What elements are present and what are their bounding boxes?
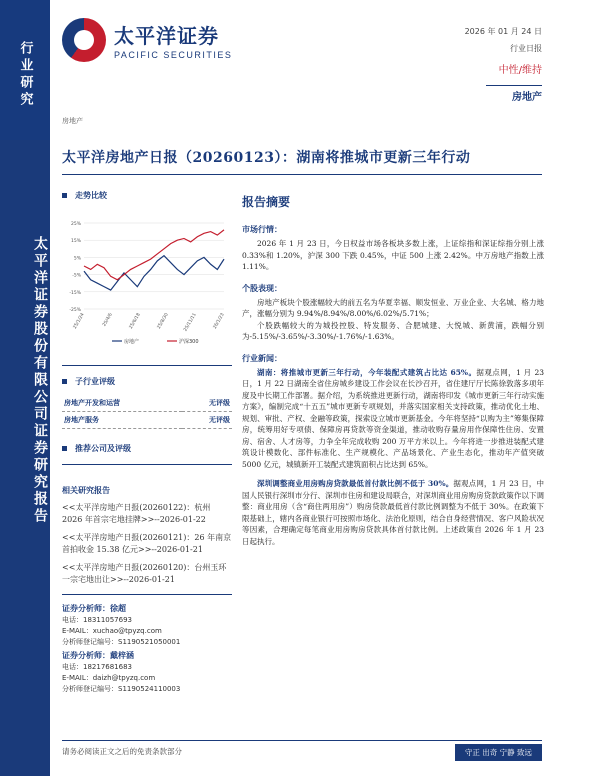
news-para (242, 478, 544, 547)
industry-rating: 无评级 (209, 416, 230, 424)
square-bullet-icon (62, 446, 67, 451)
analyst-id: 分析师登记编号：S1190524110003 (62, 685, 181, 693)
analyst-name: 证券分析师：徐超 (62, 604, 126, 613)
report-type: 行业日报 (510, 44, 542, 53)
table-row (62, 395, 232, 412)
x-tick-label: 25/6/18 (128, 312, 142, 331)
y-tick-label: 15% (70, 239, 81, 245)
square-bullet-icon (62, 193, 67, 198)
side-bar (0, 0, 50, 776)
news-body: 据观点网，1 月 23 日，中国人民银行深圳市分行、深圳市住房和建设局联合，对深圳商业用房购房贷款政策作以下调整：商业用房（含“商住两用房”）购房贷款最低首付款比例调整为不低于 30%。在政策下限基础上，辖内各商业银行可按照市场化、法治化原则，结合自身经营情况、客户风险状况等因素，合理确定每笔商业用房购房贷款具体首付款比例。上述政策自 2026 年 1 月 23 日起执行。 (242, 479, 544, 546)
analyst-name: 证券分析师：戴梓涵 (62, 651, 134, 660)
logo-cn: 太平洋证券 (114, 24, 219, 48)
series-line-0 (84, 256, 224, 290)
stock-para: 房地产板块个股涨幅较大的前五名为华夏幸福、顺发恒业、万业企业、大名城、格力地产，涨幅分别为 9.94%/8.94%/8.00%/6.02%/5.71%； (242, 297, 544, 318)
related-report[interactable]: <<太平洋房地产日报(20260120)：台州玉环一宗宅地出让>>--2026-01-21 (62, 563, 227, 584)
related-report[interactable]: <<太平洋房地产日报(20260121)：26 年南京首拍收金 15.38 亿元>>--2026-01-21 (62, 533, 232, 554)
table-row (62, 412, 232, 429)
motto-badge: 守正 出奇 宁静 致远 (455, 744, 542, 761)
trend-chart (62, 209, 232, 359)
logo-en: PACIFIC SECURITIES (114, 50, 233, 60)
industry-title: 子行业评级 (75, 377, 115, 386)
square-bullet-icon (62, 379, 67, 384)
section-title: 市场行情： (242, 224, 282, 234)
legend-label: 沪深300 (179, 339, 199, 345)
analyst-phone: 电话：18217681683 (62, 663, 132, 671)
rating: 中性/维持 (498, 65, 542, 76)
disclaimer-note: 请务必阅读正文之后的免责条款部分 (62, 747, 182, 756)
related-report[interactable]: <<太平洋房地产日报(20260122)：杭州 2026 年首宗宅地挂牌>>--2026-01-22 (62, 503, 211, 524)
report-date: 2026 年 01 月 24 日 (464, 27, 542, 36)
section-title: 行业新闻： (242, 352, 282, 363)
industry-rating: 无评级 (209, 399, 230, 407)
divider (62, 464, 232, 465)
y-tick-label: -15% (69, 290, 81, 296)
left-column (62, 190, 232, 695)
summary-heading: 报告摘要 (242, 195, 291, 209)
analyst-block (62, 603, 232, 695)
y-tick-label: -25% (69, 308, 81, 313)
series-line-1 (84, 230, 224, 280)
analyst-email[interactable]: E-MAIL：xuchao@tpyzq.com (62, 627, 162, 635)
stock-title: 推荐公司及评级 (75, 444, 131, 453)
industry-name: 房地产开发和运营 (64, 399, 120, 407)
legend-label: 房地产 (124, 339, 140, 345)
stock-heading (62, 443, 232, 454)
x-tick-label: 25/4/6 (102, 312, 114, 328)
news-para (242, 367, 544, 471)
y-tick-label: -5% (72, 273, 81, 279)
news-lead: 深圳调整商业用房购房贷款最低首付款比例不低于 30%。 (257, 479, 454, 488)
header-divider (486, 85, 542, 86)
news-body: 据观点网，1 月 23 日，1 月 22 日湖南全省住房城乡建设工作会议在长沙召开，省住建厅厅长陈徐敦落多项年度及中长期工作部署。据介绍，为系统推进更新行动，湖南将印发《城市更新三年行动实施方案》，编制完成“十五五”城市更新专项规划，并落实国家相关支持政策，推动优化土地、规划、审批、产权、金融等政策，探索设立城市更新基金。今年将坚持“以购为主”筹集保障房，统筹用好专项债、保障房再贷款等资金渠道，推动收购存量房用作保障性住房、安置房、宿舍、人才房等，力争全年完成收购 200 万平方米以上。今年将进一步推进装配式建筑设计模数化、部件标准化、生产规模化、产品场景化、产业生态化，推动年产值突破 5000 亿元，城镇新开工装配式建筑面积占比达到 65%。 (242, 367, 544, 469)
analyst-id: 分析师登记编号：S1190521050001 (62, 638, 181, 646)
page-title: 太平洋房地产日报（20260123）：湖南将推城市更新三年行动 (62, 150, 471, 166)
logo-icon (62, 18, 106, 62)
stock-para: 个股跌幅较大的为城投控股、特发服务、合肥城建、大悦城、新黄浦，跌幅分别为-5.15%/-3.65%/-3.30%/-1.76%/-1.63%。 (242, 320, 544, 341)
right-column (242, 193, 544, 547)
analyst-email[interactable]: E-MAIL：daizh@tpyzq.com (62, 674, 156, 682)
industry-heading (62, 376, 232, 387)
trend-heading (62, 190, 232, 201)
header-meta (465, 26, 542, 103)
news-lead: 湖南：将推城市更新三年行动，今年装配式建筑占比达 65%。 (257, 367, 477, 377)
sector: 房地产 (512, 92, 542, 103)
side-label-bottom: 太平洋证券股份有限公司证券研究报告 (32, 235, 48, 525)
divider (62, 594, 232, 595)
breadcrumb: 房地产 (62, 117, 83, 125)
related-heading: 相关研究报告 (62, 486, 110, 495)
analyst-phone: 电话：18311057693 (62, 616, 132, 624)
section-title: 个股表现： (242, 282, 282, 293)
y-tick-label: 25% (70, 222, 81, 227)
x-tick-label: 25/8/30 (156, 312, 170, 331)
x-tick-label: 26/1/23 (212, 312, 226, 331)
trend-title: 走势比较 (75, 191, 107, 200)
footer-divider (62, 740, 542, 741)
industry-table (62, 395, 232, 429)
industry-name: 房地产服务 (64, 416, 99, 424)
title-divider (62, 174, 542, 175)
company-logo (62, 18, 232, 62)
trend-chart-svg (62, 209, 232, 359)
market-para: 2026 年 1 月 23 日，今日权益市场各板块多数上涨，上证综指和深证综指分别上涨 0.33%和 1.20%，沪深 300 下跌 0.45%，中证 500 上涨 2.42%。中万房地产指数上涨 1.11%。 (242, 239, 544, 271)
x-tick-label: 25/1/24 (72, 312, 86, 331)
side-label-top: 行业研究 (0, 0, 50, 140)
divider (62, 365, 232, 366)
y-tick-label: 5% (73, 256, 81, 262)
x-tick-label: 25/11/11 (183, 312, 198, 333)
